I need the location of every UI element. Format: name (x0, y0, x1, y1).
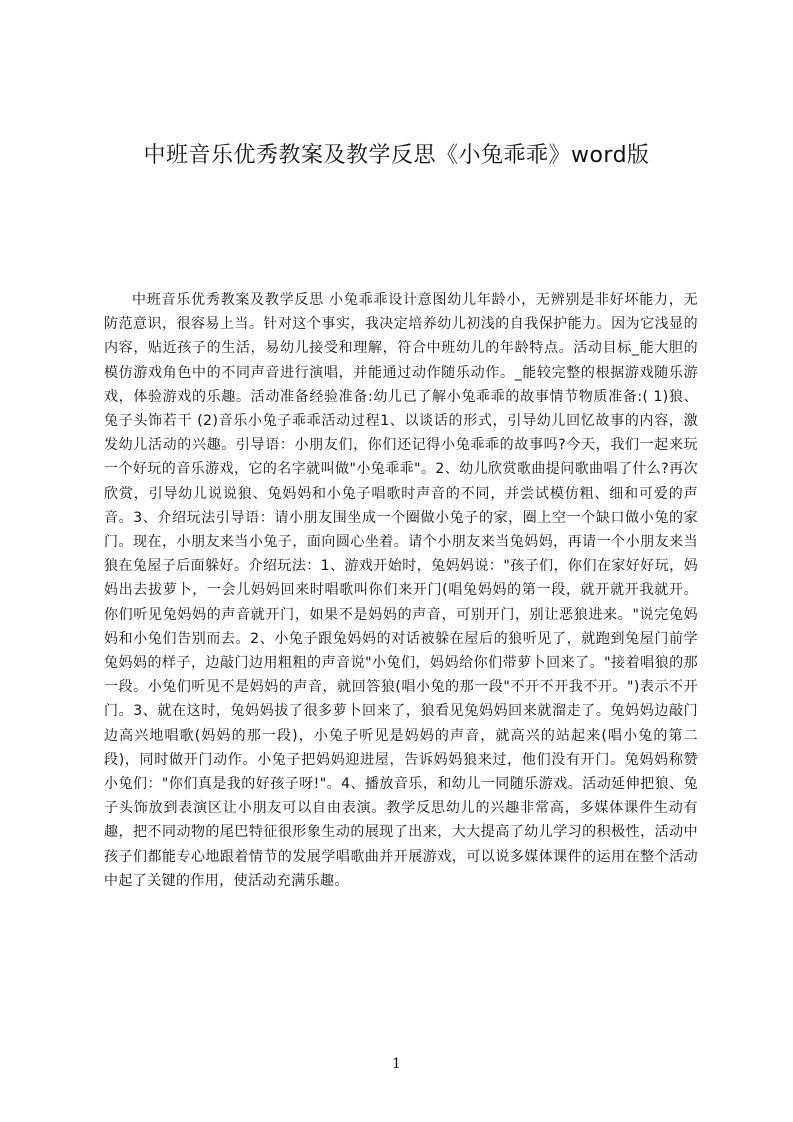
document-body-paragraph: 中班音乐优秀教案及教学反思 小兔乖乖设计意图幼儿年龄小，无辨别是非好坏能力，无防范意识，很容易上当。针对这个事实，我决定培养幼儿初浅的自我保护能力。因为它浅显的内容，贴近孩子的生活，易幼儿接受和理解，符合中班幼儿的年龄特点。活动目标_能大胆的模仿游戏角色中的不同声音进行演唱，并能通过动作随乐动作。_能较完整的根据游戏随乐游戏，体验游戏的乐趣。活动准备经验准备:幼儿已了解小兔乖乖的故事情节物质准备:( 1)狼、兔子头饰若干 (2)音乐小兔子乖乖活动过程1、以谈话的形式，引导幼儿回忆故事的内容，激发幼儿活动的兴趣。引导语：小朋友们，你们还记得小兔乖乖的故事吗?今天，我们一起来玩一个好玩的音乐游戏，它的名字就叫做"小兔乖乖"。2、幼儿欣赏歌曲提问歌曲唱了什么?再次欣赏，引导幼儿说说狼、兔妈妈和小兔子唱歌时声音的不同，并尝试模仿粗、细和可爱的声音。3、介绍玩法引导语：请小朋友围坐成一个圈做小兔子的家，圈上空一个缺口做小兔的家门。现在，小朋友来当小兔子，面向圆心坐着。请个小朋友来当兔妈妈，再请一个小朋友来当狼在兔屋子后面躲好。介绍玩法：1、游戏开始时，兔妈妈说："孩子们，你们在家好好玩，妈妈出去拔萝卜，一会儿妈妈回来时唱歌叫你们来开门(唱兔妈妈的第一段，就开就开我就开。你们听见兔妈妈的声音就开门，如果不是妈妈的声音，可别开门，别让恶狼进来。"说完兔妈妈和小兔们告别而去。2、小兔子跟兔妈妈的对话被躲在屋后的狼听见了，就跑到兔屋门前学兔妈妈的样子，边敲门边用粗粗的声音说"小兔们，妈妈给你们带萝卜回来了。"接着唱狼的那一段。小兔们听见不是妈妈的声音，就回答狼(唱小兔的那一段"不开不开我不开。")表示不开门。3、就在这时，兔妈妈拔了很多萝卜回来了，狼看见兔妈妈回来就溜走了。兔妈妈边敲门边高兴地唱歌(妈妈的那一段)，小兔子听见是妈妈的声音，就高兴的站起来(唱小兔的第二段)，同时做开门动作。小兔子把妈妈迎进屋，告诉妈妈狼来过，他们没有开门。兔妈妈称赞小兔们："你们真是我的好孩子呀!"。4、播放音乐，和幼儿一同随乐游戏。活动延伸把狼、兔子头饰放到表演区让小朋友可以自由表演。教学反思幼儿的兴趣非常高，多媒体课件生动有趣，把不同动物的尾巴特征很形象生动的展现了出来，大大提高了幼儿学习的积极性，活动中孩子们都能专心地跟着情节的发展学唱歌曲并开展游戏，可以说多媒体课件的运用在整个活动中起了关键的作用，使活动充满乐趣。 (104, 292, 698, 889)
document-title: 中班音乐优秀教案及教学反思《小兔乖乖》word版 (143, 143, 650, 168)
page-number: 1 (392, 1056, 401, 1072)
